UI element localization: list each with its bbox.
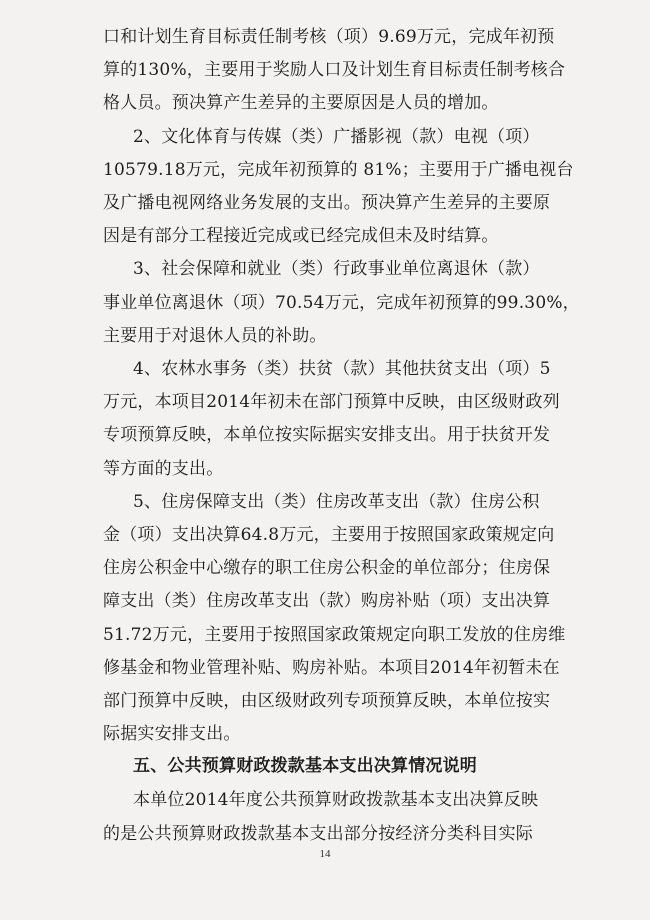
paragraph-3-start: 3、社会保障和就业（类）行政事业单位离退休（款） <box>133 259 540 279</box>
text-line: 事业单位离退休（项）70.54万元，完成年初预算的99.30%， <box>103 293 580 313</box>
text-line: 格人员。预决算产生差异的主要原因是人员的增加。 <box>103 93 499 113</box>
text-line: 部门预算中反映，由区级财政列专项预算反映，本单位按实 <box>103 691 551 711</box>
paragraph-4-start: 4、农林水事务（类）扶贫（款）其他扶贫支出（项）5 <box>133 359 551 379</box>
text-line: 口和计划生育目标责任制考核（项）9.69万元，完成年初预 <box>103 27 555 47</box>
text-line: 10579.18万元，完成年初预算的 81%；主要用于广播电视台 <box>103 160 574 180</box>
text-line: 万元，本项目2014年初未在部门预算中反映，由区级财政列 <box>103 392 560 412</box>
text-line: 的是公共预算财政拨款基本支出部分按经济分类科目实际 <box>103 824 533 844</box>
text-line: 专项预算反映，本单位按实际据实安排支出。用于扶贫开发 <box>103 425 551 445</box>
text-line: 金（项）支出决算64.8万元，主要用于按照国家政策规定向 <box>103 525 555 545</box>
text-line: 住房公积金中心缴存的职工住房公积金的单位部分；住房保 <box>103 558 551 578</box>
page-number: 14 <box>319 848 331 860</box>
text-line: 修基金和物业管理补贴、购房补贴。本项目2014年初暂未在 <box>103 658 560 678</box>
section-heading: 五、公共预算财政拨款基本支出决算情况说明 <box>133 756 477 776</box>
paragraph-2-start: 2、文化体育与传媒（类）广播影视（款）电视（项） <box>133 127 540 147</box>
text-line: 际据实安排支出。 <box>103 724 241 744</box>
text-line: 主要用于对退休人员的补助。 <box>103 326 327 346</box>
text-line: 障支出（类）住房改革支出（款）购房补贴（项）支出决算 <box>103 591 551 611</box>
text-line: 及广播电视网络业务发展的支出。预决算产生差异的主要原 <box>103 193 551 213</box>
text-line: 因是有部分工程接近完成或已经完成但未及时结算。 <box>103 226 499 246</box>
paragraph-5-start: 5、住房保障支出（类）住房改革支出（款）住房公积 <box>133 492 540 512</box>
section-paragraph-start: 本单位2014年度公共预算财政拨款基本支出决算反映 <box>133 790 539 810</box>
text-line: 51.72万元，主要用于按照国家政策规定向职工发放的住房维 <box>103 625 566 645</box>
text-line: 等方面的支出。 <box>103 459 224 479</box>
text-line: 算的130%，主要用于奖励人口及计划生育目标责任制考核合 <box>103 60 566 80</box>
